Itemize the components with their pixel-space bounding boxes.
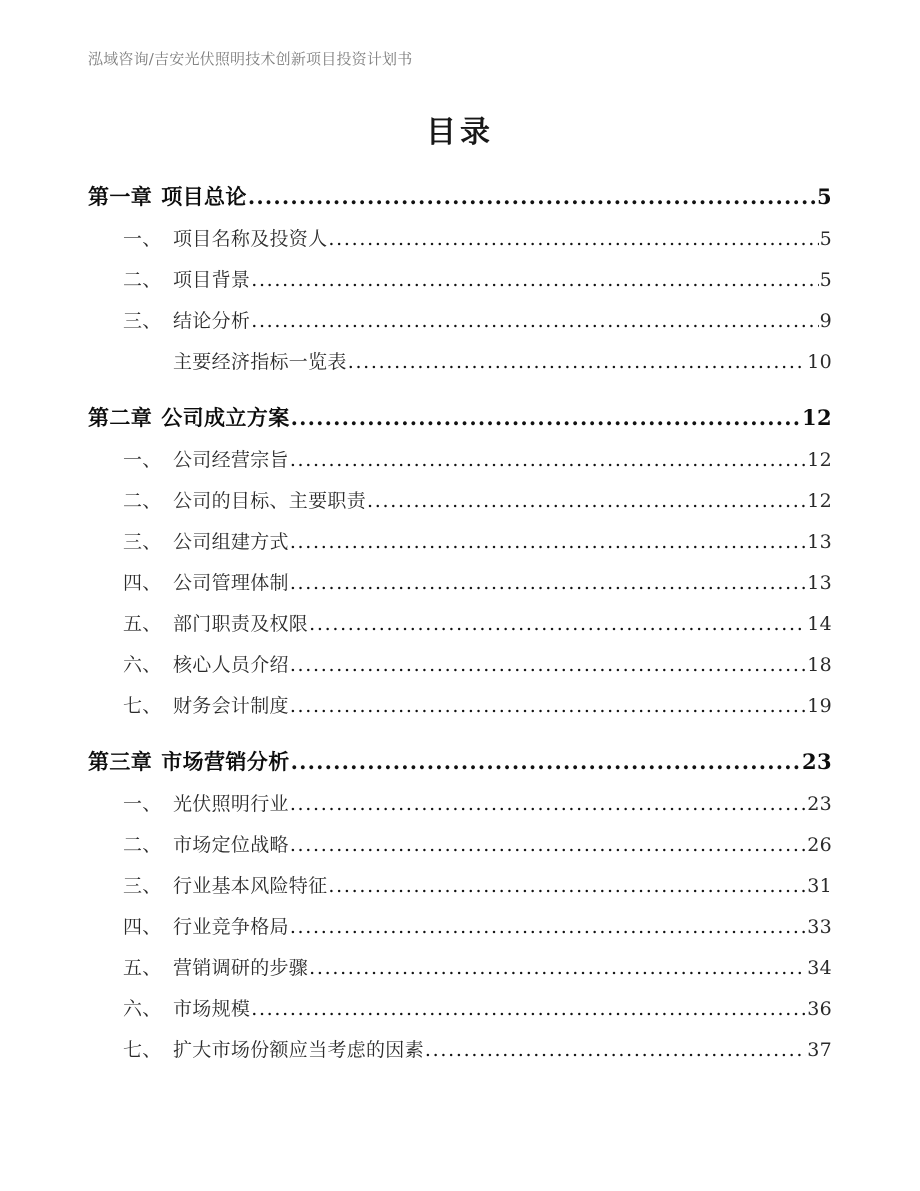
dot-leader xyxy=(291,405,801,430)
toc-chapter-entry[interactable] xyxy=(88,746,832,789)
toc-entry-number: 七、 xyxy=(123,695,162,717)
toc-section-entry[interactable] xyxy=(88,568,832,609)
dot-leader xyxy=(290,834,806,856)
toc-entry-label: 公司成立方案 xyxy=(161,405,290,430)
toc-entry-page-number: 14 xyxy=(807,613,832,635)
dot-leader xyxy=(290,654,806,676)
toc-entry-number: 一、 xyxy=(123,228,162,250)
toc-entry-page-number: 9 xyxy=(819,310,832,332)
toc-entry-page-number: 5 xyxy=(819,228,832,250)
toc-chapter-entry[interactable] xyxy=(88,181,832,224)
toc-entry-page-number: 10 xyxy=(807,351,832,373)
toc-section-entry[interactable] xyxy=(88,265,832,306)
toc-entry-number: 四、 xyxy=(123,572,162,594)
toc-entry-label: 财务会计制度 xyxy=(173,695,289,717)
toc-entry-page-number: 23 xyxy=(807,793,832,815)
toc-section-entry[interactable] xyxy=(88,527,832,568)
toc-entry-number: 一、 xyxy=(123,793,162,815)
toc-entry-label: 营销调研的步骤 xyxy=(173,957,309,979)
toc-entry-label: 公司的目标、主要职责 xyxy=(173,490,367,512)
toc-entry-page-number: 37 xyxy=(807,1039,832,1061)
toc-section-entry[interactable] xyxy=(88,306,832,347)
toc-entry-page-number: 26 xyxy=(807,834,832,856)
toc-entry-label: 结论分析 xyxy=(173,310,251,332)
toc-entry-number: 三、 xyxy=(123,310,162,332)
dot-leader xyxy=(291,749,801,774)
table-of-contents xyxy=(88,181,832,1076)
dot-leader xyxy=(251,998,806,1020)
dot-leader xyxy=(290,793,806,815)
dot-leader xyxy=(290,531,806,553)
dot-leader xyxy=(251,310,818,332)
dot-leader xyxy=(367,490,806,512)
toc-entry-label: 行业竞争格局 xyxy=(173,916,289,938)
toc-section-entry[interactable] xyxy=(88,789,832,830)
toc-section-entry[interactable] xyxy=(88,953,832,994)
toc-entry-label: 部门职责及权限 xyxy=(173,613,309,635)
toc-entry-page-number: 34 xyxy=(807,957,832,979)
dot-leader xyxy=(290,695,806,717)
dot-leader xyxy=(328,875,806,897)
toc-entry-number: 五、 xyxy=(123,613,162,635)
dot-leader xyxy=(348,351,807,373)
dot-leader xyxy=(425,1039,806,1061)
toc-entry-page-number: 31 xyxy=(807,875,832,897)
toc-section-entry[interactable] xyxy=(88,871,832,912)
toc-entry-page-number: 23 xyxy=(801,749,832,774)
toc-entry-label: 项目总论 xyxy=(161,184,247,209)
toc-entry-number: 六、 xyxy=(123,654,162,676)
dot-leader xyxy=(248,184,816,209)
toc-entry-number: 第二章 xyxy=(88,405,153,430)
dot-leader xyxy=(328,228,818,250)
toc-entry-label: 公司管理体制 xyxy=(173,572,289,594)
toc-entry-number: 三、 xyxy=(123,875,162,897)
toc-entry-page-number: 13 xyxy=(807,572,832,594)
toc-entry-label: 项目名称及投资人 xyxy=(173,228,328,250)
toc-entry-number: 六、 xyxy=(123,998,162,1020)
toc-entry-label: 扩大市场份额应当考虑的因素 xyxy=(173,1039,424,1061)
toc-entry-number: 二、 xyxy=(123,269,162,291)
toc-section-entry[interactable] xyxy=(88,650,832,691)
toc-entry-number: 二、 xyxy=(123,490,162,512)
toc-section-entry[interactable] xyxy=(88,445,832,486)
dot-leader xyxy=(290,572,806,594)
toc-entry-number: 七、 xyxy=(123,1039,162,1061)
toc-entry-page-number: 12 xyxy=(801,405,832,430)
toc-entry-page-number: 33 xyxy=(807,916,832,938)
toc-entry-page-number: 5 xyxy=(816,184,832,209)
toc-entry-number: 三、 xyxy=(123,531,162,553)
toc-entry-page-number: 5 xyxy=(819,269,832,291)
toc-section-entry[interactable] xyxy=(88,347,832,388)
toc-entry-label: 公司经营宗旨 xyxy=(173,449,289,471)
toc-section-entry[interactable] xyxy=(88,486,832,527)
toc-section-entry[interactable] xyxy=(88,994,832,1035)
running-header: 泓域咨询/吉安光伏照明技术创新项目投资计划书 xyxy=(88,50,413,68)
toc-entry-page-number: 18 xyxy=(807,654,832,676)
toc-entry-label: 光伏照明行业 xyxy=(173,793,289,815)
toc-section-entry[interactable] xyxy=(88,830,832,871)
toc-entry-page-number: 36 xyxy=(807,998,832,1020)
toc-section-entry[interactable] xyxy=(88,224,832,265)
dot-leader xyxy=(290,916,806,938)
toc-section-entry[interactable] xyxy=(88,912,832,953)
dot-leader xyxy=(309,613,806,635)
dot-leader xyxy=(309,957,806,979)
toc-entry-number: 二、 xyxy=(123,834,162,856)
toc-entry-label: 行业基本风险特征 xyxy=(173,875,328,897)
toc-entry-number: 一、 xyxy=(123,449,162,471)
toc-entry-number: 四、 xyxy=(123,916,162,938)
toc-entry-number: 五、 xyxy=(123,957,162,979)
toc-entry-label: 项目背景 xyxy=(173,269,251,291)
toc-entry-page-number: 19 xyxy=(807,695,832,717)
toc-entry-label: 市场规模 xyxy=(173,998,251,1020)
toc-entry-page-number: 12 xyxy=(807,449,832,471)
toc-entry-label: 主要经济指标一览表 xyxy=(173,351,347,373)
toc-entry-label: 市场定位战略 xyxy=(173,834,289,856)
toc-entry-label: 市场营销分析 xyxy=(161,749,290,774)
toc-section-entry[interactable] xyxy=(88,691,832,732)
toc-entry-page-number: 13 xyxy=(807,531,832,553)
toc-entry-number: 第一章 xyxy=(88,184,153,209)
toc-section-entry[interactable] xyxy=(88,1035,832,1076)
toc-section-entry[interactable] xyxy=(88,609,832,650)
toc-entry-number: 第三章 xyxy=(88,749,153,774)
toc-entry-label: 核心人员介绍 xyxy=(173,654,289,676)
toc-chapter-entry[interactable] xyxy=(88,402,832,445)
toc-entry-page-number: 12 xyxy=(807,490,832,512)
toc-entry-label: 公司组建方式 xyxy=(173,531,289,553)
page-title: 目录 xyxy=(426,115,494,150)
dot-leader xyxy=(290,449,806,471)
dot-leader xyxy=(251,269,818,291)
